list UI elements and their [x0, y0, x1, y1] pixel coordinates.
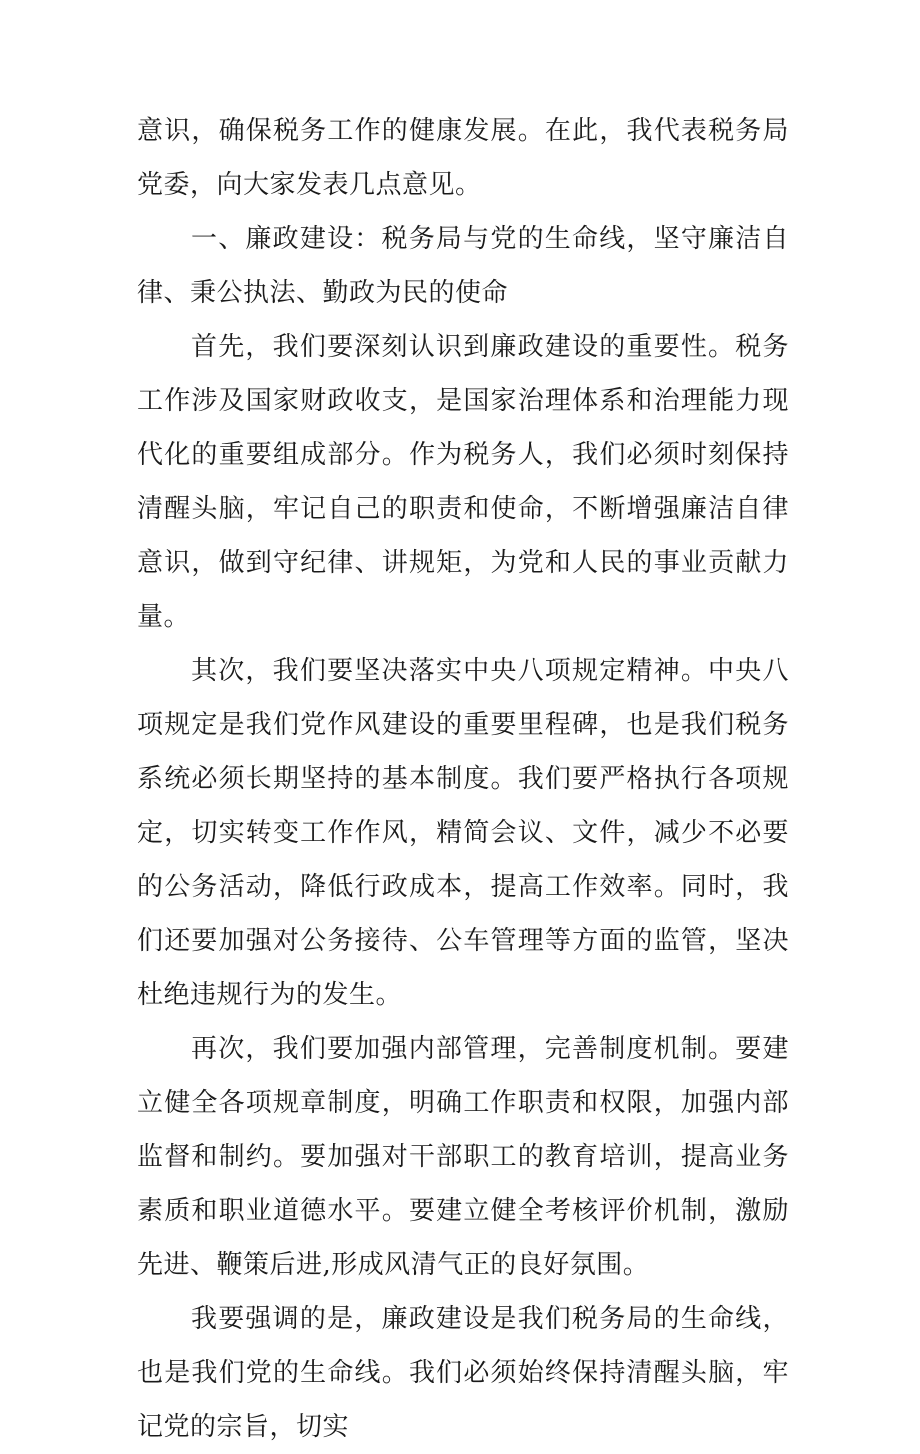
document-body [137, 104, 789, 1454]
paragraph-3: 其次，我们要坚决落实中央八项规定精神。中央八项规定是我们党作风建设的重要里程碑，也是我们税务系统必须长期坚持的基本制度。我们要严格执行各项规定，切实转变工作作风，精简会议、文件，减少不必要的公务活动，降低行政成本，提高工作效率。同时，我们还要加强对公务接待、公车管理等方面的监管，坚决杜绝违规行为的发生。 [137, 656, 789, 1010]
paragraph-5: 我要强调的是，廉政建设是我们税务局的生命线，也是我们党的生命线。我们必须始终保持清醒头脑，牢记党的宗旨，切实 [137, 1304, 789, 1442]
paragraph-1: 意识，确保税务工作的健康发展。在此，我代表税务局党委，向大家发表几点意见。 [137, 116, 789, 200]
paragraph-4: 再次，我们要加强内部管理，完善制度机制。要建立健全各项规章制度，明确工作职责和权限，加强内部监督和制约。要加强对干部职工的教育培训，提高业务素质和职业道德水平。要建立健全考核评价机制，激励先进、鞭策后进,形成风清气正的良好氛围。 [137, 1034, 789, 1280]
section-heading-1: 一、廉政建设：税务局与党的生命线，坚守廉洁自律、秉公执法、勤政为民的使命 [137, 224, 789, 308]
paragraph-2: 首先，我们要深刻认识到廉政建设的重要性。税务工作涉及国家财政收支，是国家治理体系和治理能力现代化的重要组成部分。作为税务人，我们必须时刻保持清醒头脑，牢记自己的职责和使命，不断增强廉洁自律意识，做到守纪律、讲规矩，为党和人民的事业贡献力量。 [137, 332, 789, 632]
